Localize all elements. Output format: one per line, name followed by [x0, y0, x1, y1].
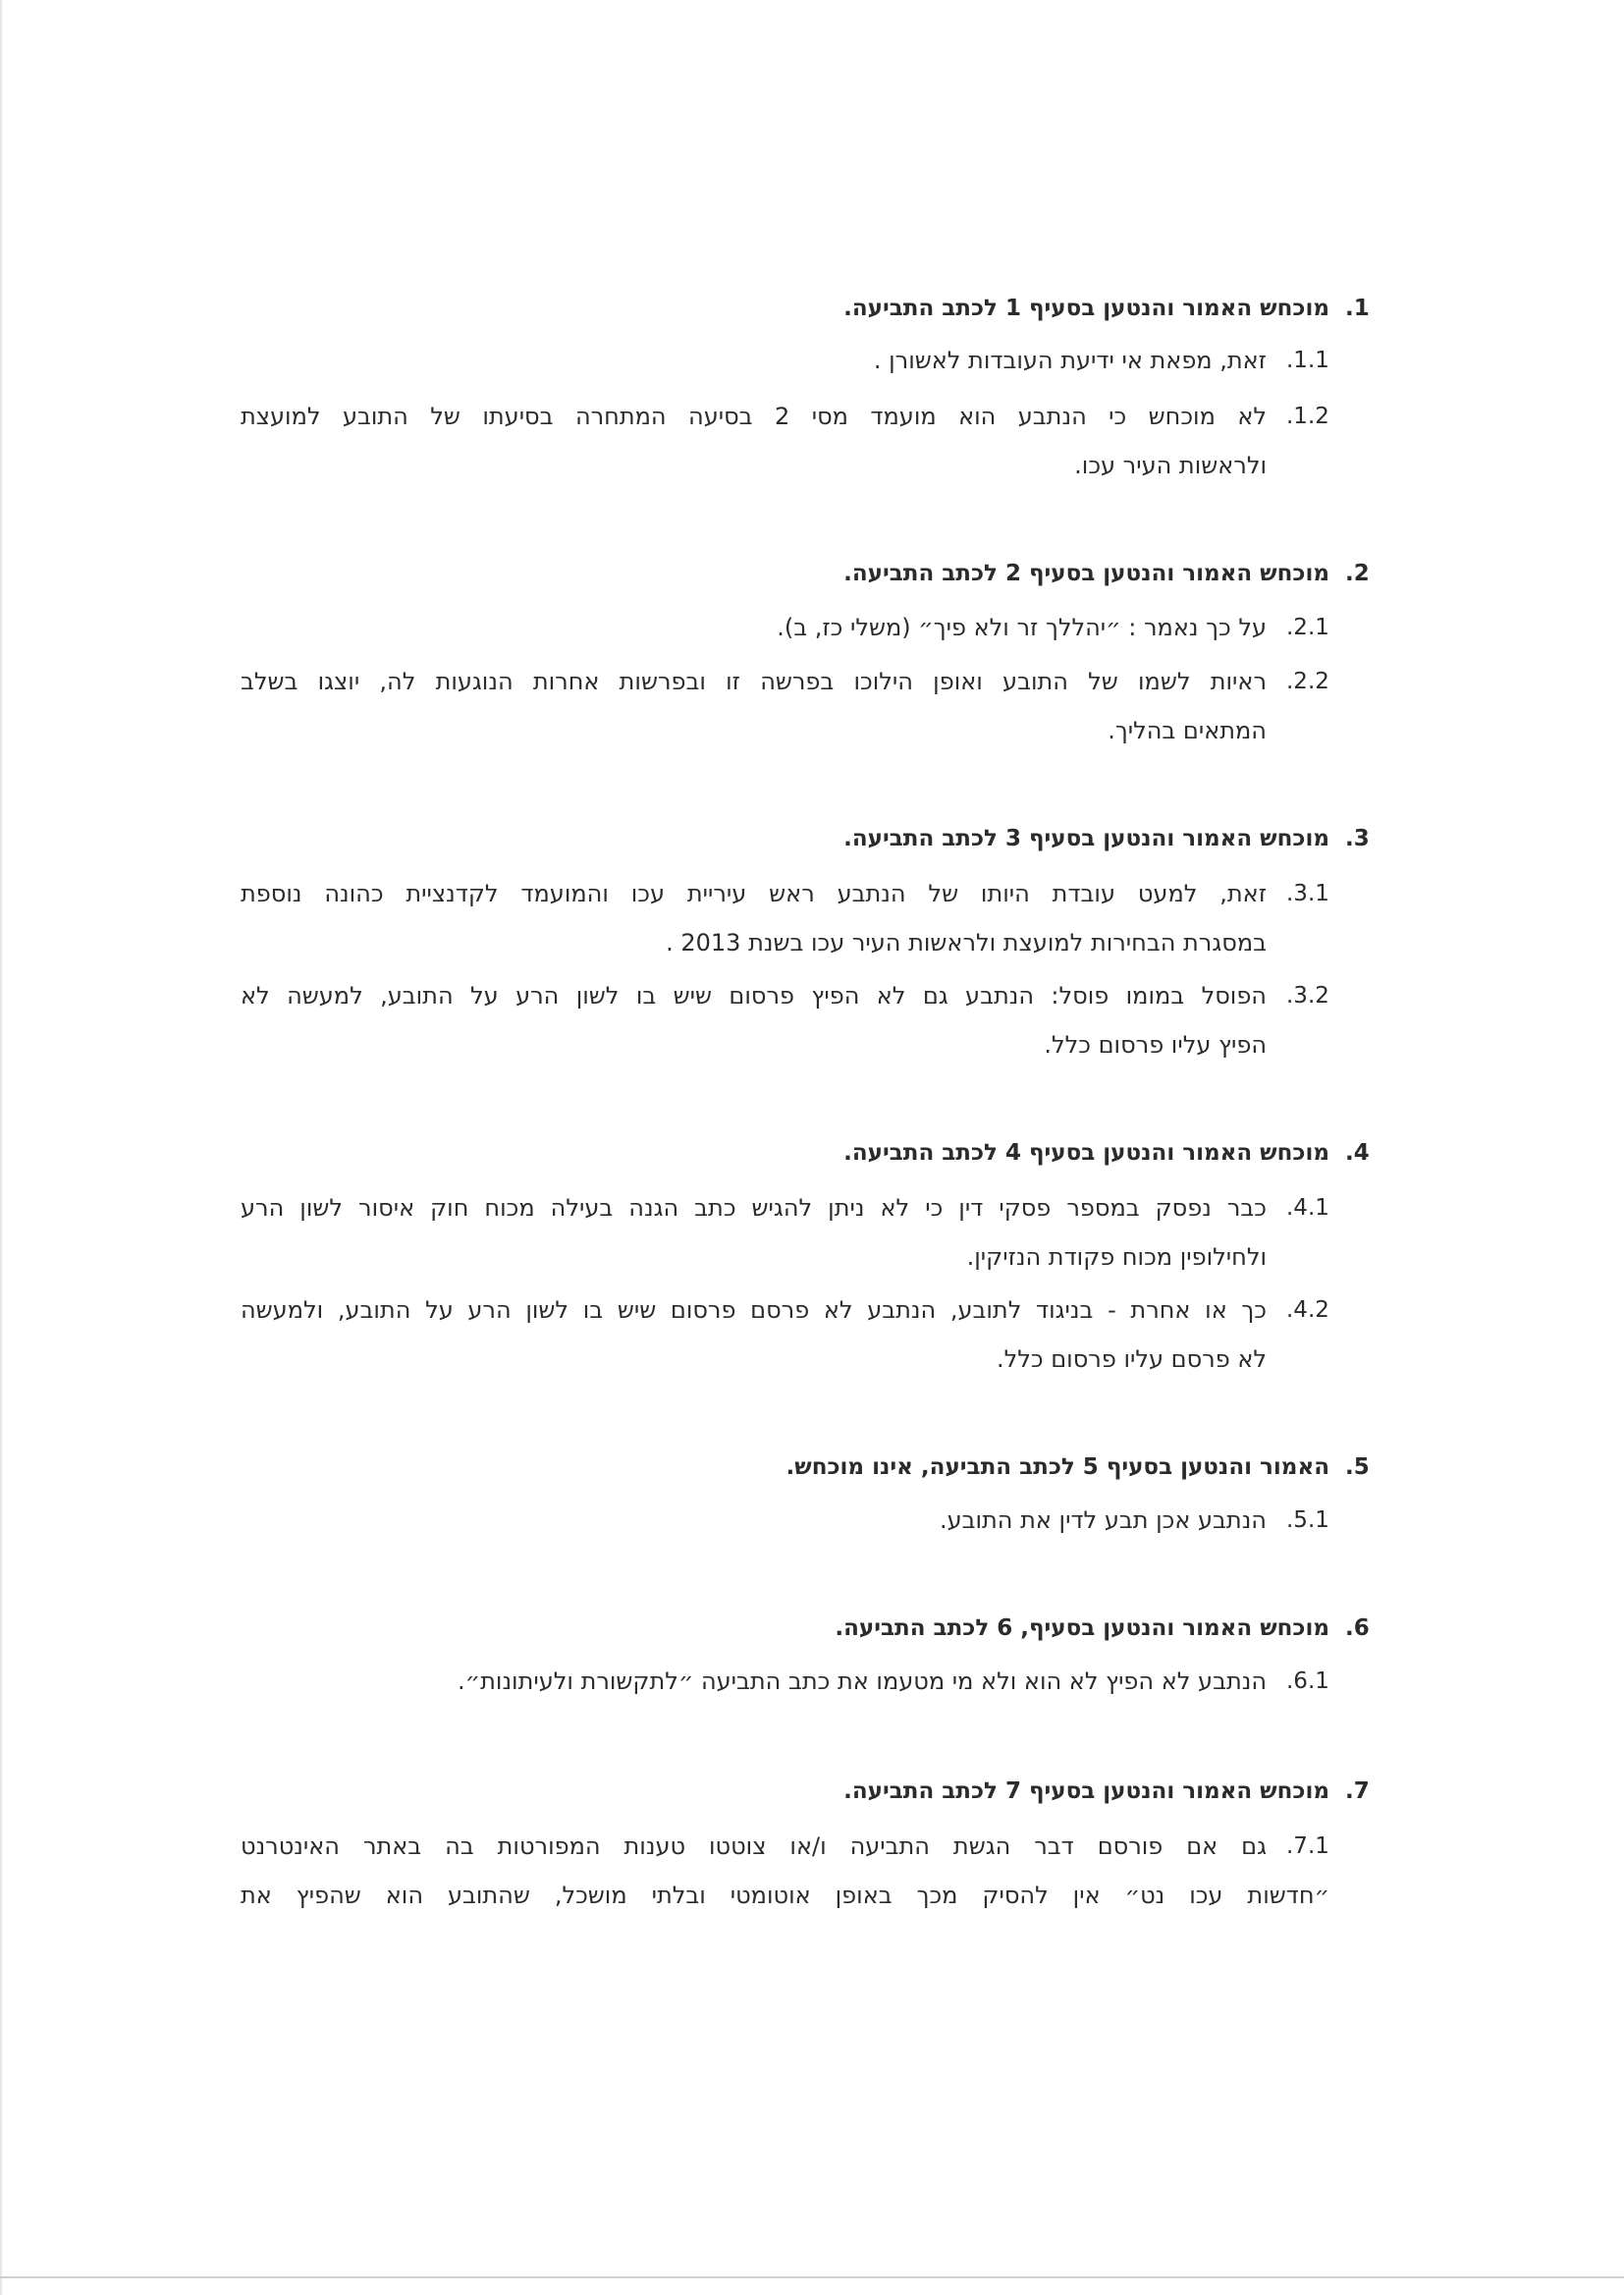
section-number: .2 — [1345, 561, 1370, 586]
item-text: לא מוכחש כי הנתבע הוא מועמד מסי 2 בסיעה המתחרה בסיעתו של התובע למועצת — [241, 403, 1268, 430]
section-heading: מוכחש האמור והנטען בסעיף 3 לכתב התביעה. — [843, 826, 1329, 851]
item-text: כבר נפסק במספר פסקי דין כי לא ניתן להגיש כתב הגנה בעילה מכוח חוק איסור לשון הרע — [241, 1194, 1267, 1222]
item-number: .3.2 — [1286, 983, 1329, 1009]
item-number: .3.1 — [1286, 881, 1329, 906]
item-text: זאת, מפאת אי ידיעת העובדות לאשורן . — [873, 347, 1267, 374]
section-number: .1 — [1345, 296, 1370, 321]
item-text: הנתבע אכן תבע לדין את התובע. — [939, 1506, 1267, 1534]
item-text: על כך נאמר : ״יהללך זר ולא פיך״ (משלי כז, ב). — [777, 614, 1267, 641]
item-number: .6.1 — [1286, 1668, 1329, 1694]
item-number: .1.1 — [1286, 348, 1329, 373]
section-heading: האמור והנטען בסעיף 5 לכתב התביעה, אינו מוכחש. — [785, 1454, 1329, 1480]
item-text: ראיות לשמו של התובע ואופן הילוכו בפרשה זו ובפרשות אחרות הנוגעות לה, יוצגו בשלב — [241, 668, 1267, 695]
section-number: .4 — [1345, 1140, 1370, 1166]
item-number: .2.1 — [1286, 615, 1329, 640]
page-bottom-edge — [0, 2276, 1624, 2278]
section-heading: מוכחש האמור והנטען בסעיף 4 לכתב התביעה. — [843, 1140, 1329, 1166]
item-text-cont: ולחילופין מכוח פקודת הנזיקין. — [966, 1243, 1267, 1271]
item-number: .2.2 — [1286, 669, 1329, 694]
item-text-cont: המתאים בהליך. — [1108, 717, 1267, 744]
item-text-cont: ״חדשות עכו נט״ אין להסיק מכך באופן אוטומטי ובלתי מושכל, שהתובע הוא שהפיץ את — [241, 1882, 1329, 1909]
section-heading: מוכחש האמור והנטען בסעיף 1 לכתב התביעה. — [843, 296, 1329, 321]
item-text: גם אם פורסם דבר הגשת התביעה ו/או צוטטו טענות המפורטות בה באתר האינטרנט — [241, 1832, 1267, 1860]
section-number: .7 — [1345, 1778, 1370, 1804]
page-edge — [0, 0, 2, 2295]
item-text-cont: ולראשות העיר עכו. — [1074, 452, 1267, 479]
item-number: .7.1 — [1286, 1833, 1329, 1859]
item-number: .4.2 — [1286, 1297, 1329, 1323]
section-heading: מוכחש האמור והנטען בסעיף 7 לכתב התביעה. — [843, 1778, 1329, 1804]
section-number: .5 — [1345, 1454, 1370, 1480]
item-text: כך או אחרת - בניגוד לתובע, הנתבע לא פרסם פרסום שיש בו לשון הרע על התובע, ולמעשה — [241, 1296, 1267, 1324]
item-number: .5.1 — [1286, 1507, 1329, 1533]
section-number: .6 — [1345, 1615, 1370, 1641]
section-heading: מוכחש האמור והנטען בסעיף, 6 לכתב התביעה. — [835, 1615, 1329, 1641]
item-number: .1.2 — [1286, 404, 1329, 429]
item-text-cont: במסגרת הבחירות למועצת ולראשות העיר עכו בשנת 2013 . — [666, 929, 1267, 956]
item-text: הפוסל במומו פוסל: הנתבע גם לא הפיץ פרסום שיש בו לשון הרע על התובע, למעשה לא — [241, 982, 1267, 1010]
item-text-cont: הפיץ עליו פרסום כלל. — [1044, 1031, 1267, 1059]
item-number: .4.1 — [1286, 1195, 1329, 1221]
section-number: .3 — [1345, 826, 1370, 851]
item-text: זאת, למעט עובדת היותו של הנתבע ראש עיריית עכו והמועמד לקדנציית כהונה נוספת — [241, 880, 1267, 907]
section-heading: מוכחש האמור והנטען בסעיף 2 לכתב התביעה. — [843, 561, 1329, 586]
item-text-cont: לא פרסם עליו פרסום כלל. — [997, 1345, 1267, 1373]
item-text: הנתבע לא הפיץ לא הוא ולא מי מטעמו את כתב התביעה ״לתקשורת ולעיתונות״. — [458, 1667, 1267, 1695]
